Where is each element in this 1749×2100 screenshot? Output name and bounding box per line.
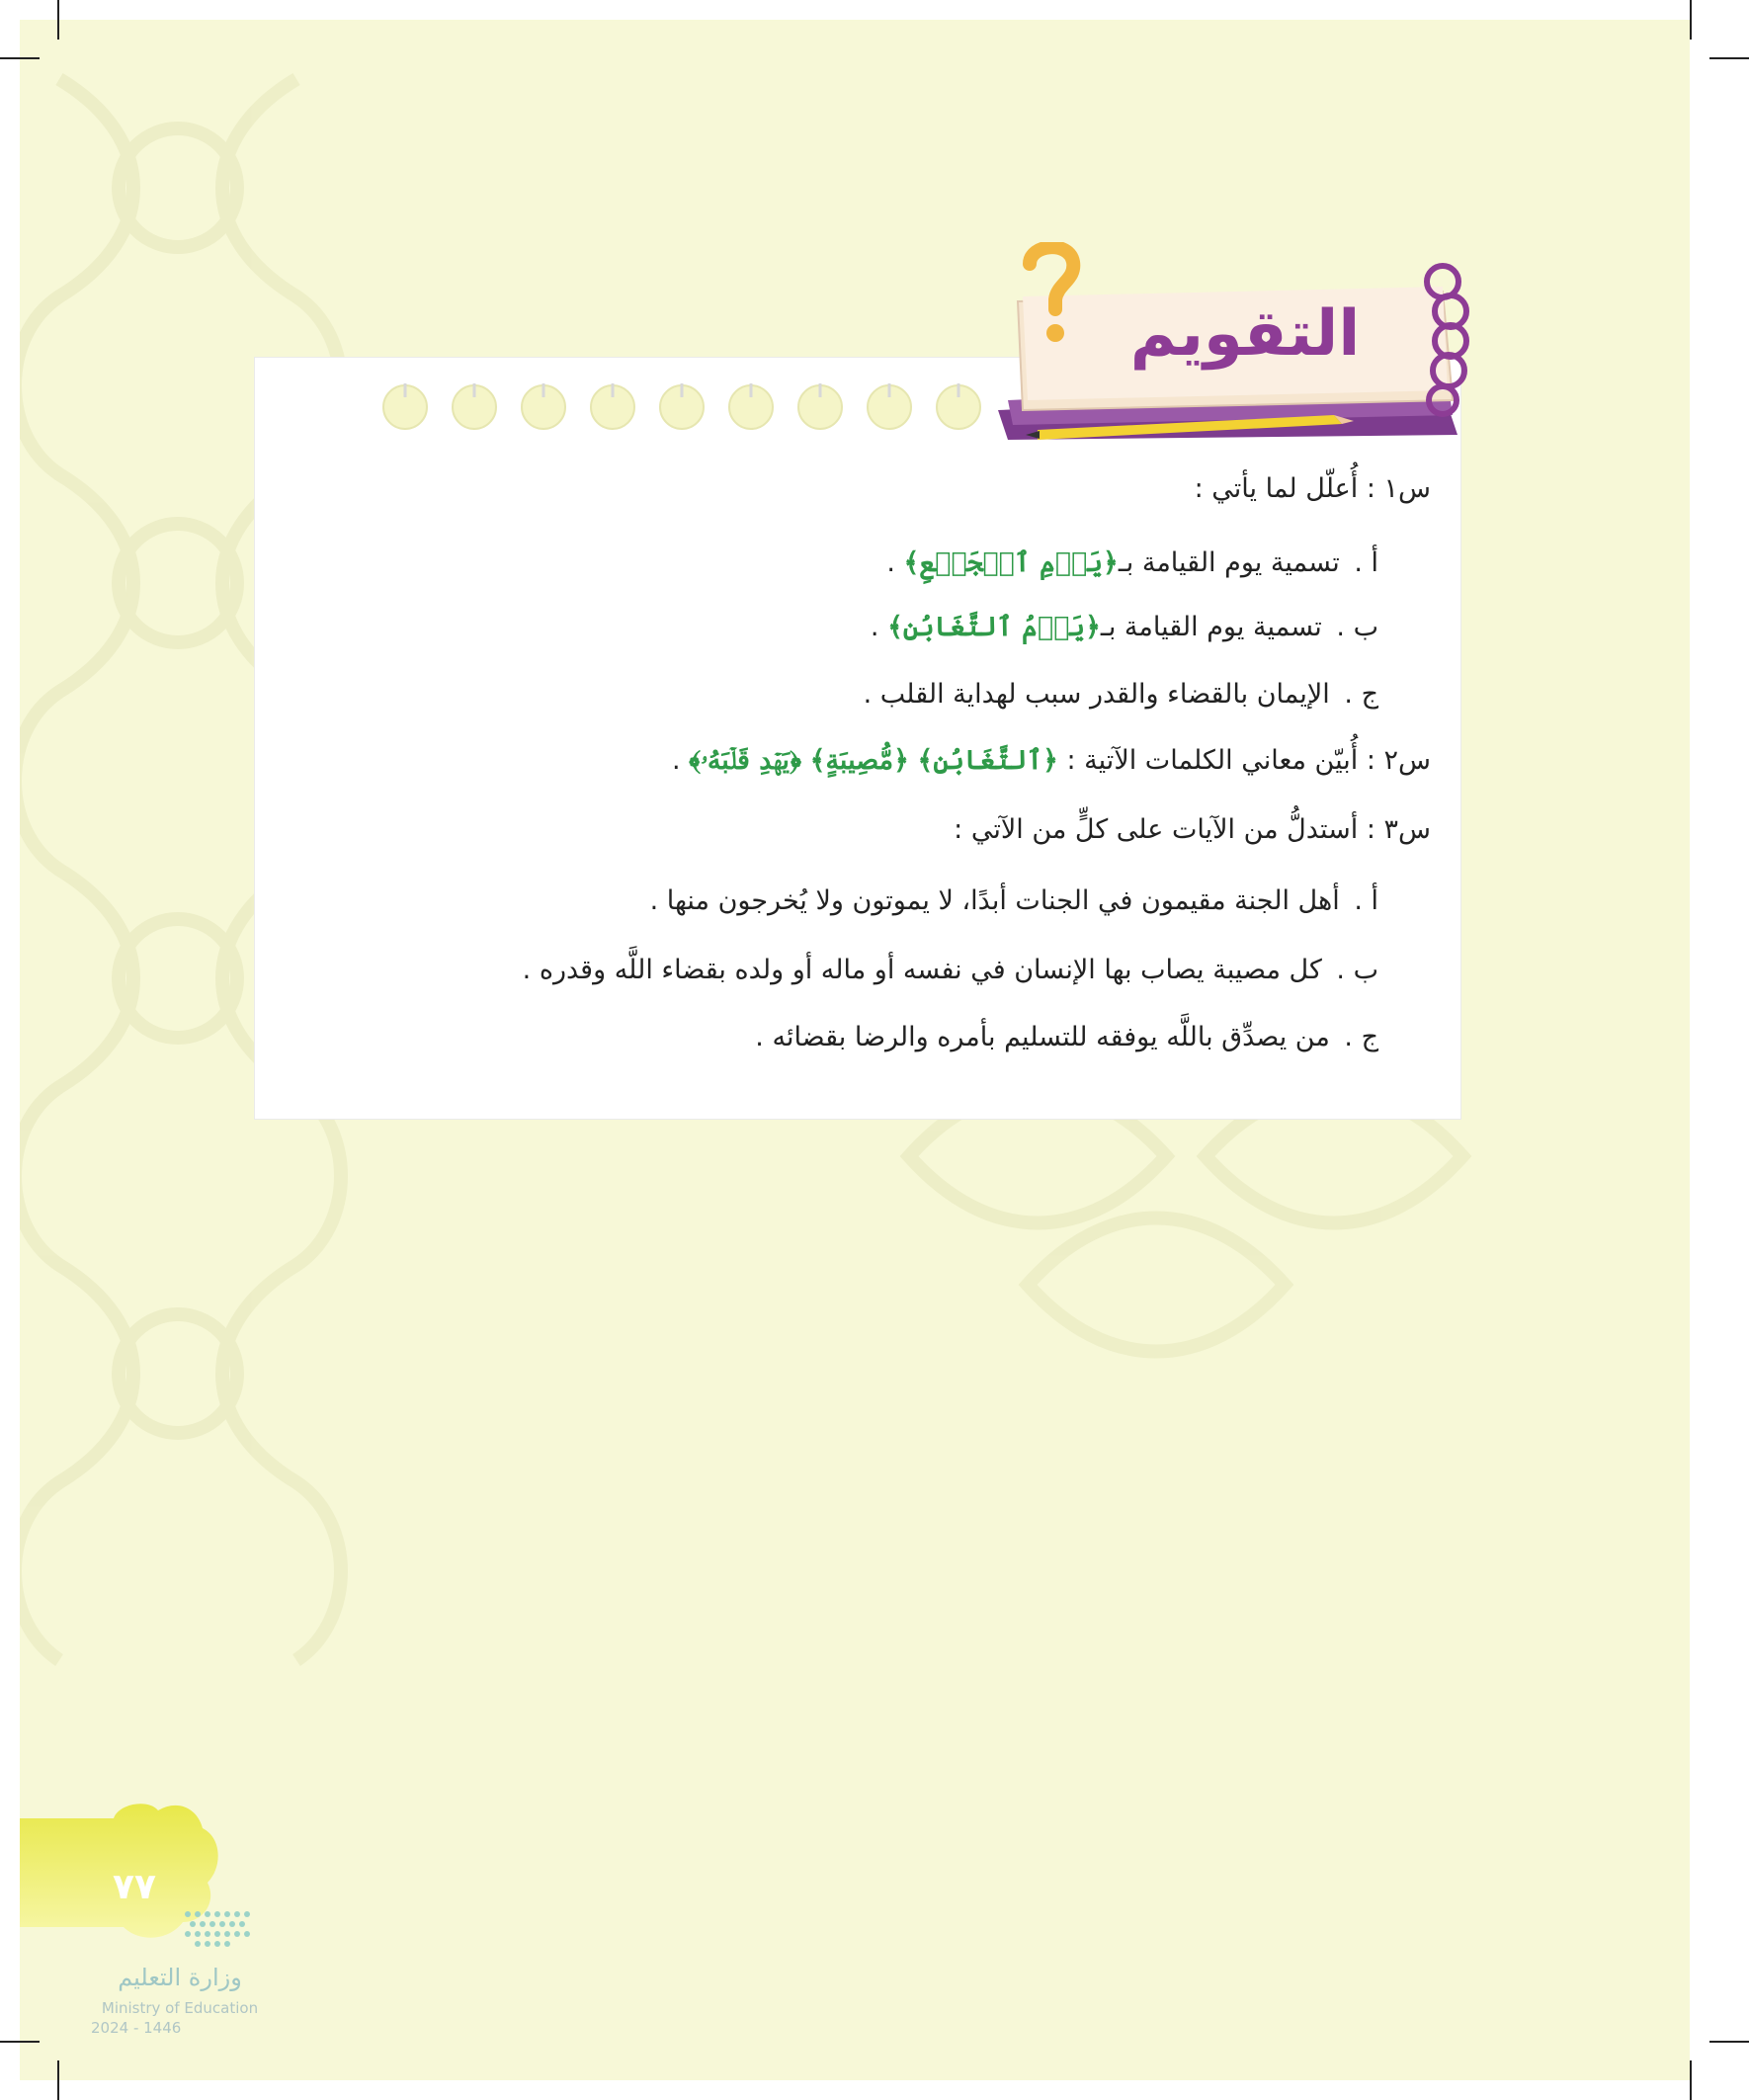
crop-mark [0, 2041, 40, 2043]
item-end: . [870, 612, 888, 642]
question-1-item-b [871, 603, 1378, 652]
page-number: ٧٧ [113, 1867, 156, 1907]
item-end: . [671, 745, 690, 776]
question-3-item-a [650, 877, 1378, 926]
question-1-label: س١ : أُعلّل لما يأتي : [1194, 473, 1431, 504]
item-marker: ج . [1344, 679, 1378, 710]
ministry-logo-english: Ministry of Education [101, 1999, 259, 2017]
question-3-label: س٣ : أستدلُّ من الآيات على كلٍّ من الآتي : [954, 814, 1431, 845]
question-1-item-a [886, 539, 1378, 588]
quran-word: ﴿يَهۡدِ قَلۡبَهُۥ﴾ [689, 745, 802, 776]
crop-mark [1690, 2060, 1692, 2100]
question-2-label: س٢ : أُبيّن معاني الكلمات الآتية : [1066, 745, 1431, 776]
item-marker: أ . [1354, 885, 1378, 916]
notebook-rings [380, 383, 993, 433]
crop-mark [57, 2060, 59, 2100]
crop-mark [0, 57, 40, 59]
quran-word: ﴿مُّصِيبَةٍ﴾ [809, 745, 909, 776]
item-text: أهل الجنة مقيمون في الجنات أبدًا، لا يموتون ولا يُخرجون منها . [649, 885, 1340, 916]
question-2 [672, 736, 1431, 786]
item-marker: ج . [1344, 1022, 1378, 1052]
item-text: كل مصيبة يصاب بها الإنسان في نفسه أو ماله أو ولده بقضاء اللَّه وقدره . [522, 955, 1322, 985]
item-text: تسمية يوم القيامة بـ [1118, 547, 1340, 578]
item-end: . [886, 547, 904, 578]
item-text: تسمية يوم القيامة بـ [1100, 612, 1322, 642]
quran-phrase: ﴿يَوۡمُ ٱلتَّغَابُنِ﴾ [887, 612, 1101, 642]
crop-mark [57, 0, 59, 40]
crop-mark [1690, 0, 1692, 40]
item-marker: ب . [1336, 612, 1378, 642]
quran-phrase: ﴿يَوۡمِ ٱلۡجَمۡعِ﴾ [903, 547, 1119, 578]
question-3-item-b [523, 946, 1378, 995]
edition-year: 2024 - 1446 [91, 2019, 182, 2037]
question-1-item-c [864, 670, 1378, 719]
item-marker: أ . [1354, 547, 1378, 578]
item-text: الإيمان بالقضاء والقدر سبب لهداية القلب . [863, 679, 1330, 710]
item-text: من يصدِّق باللَّه يوفقه للتسليم بأمره والرضا بقضائه . [755, 1022, 1330, 1052]
quran-word: ﴿ٱلتَّغَابُنِ﴾ [917, 745, 1058, 776]
ministry-logo-arabic: وزارة التعليم [118, 1964, 242, 1991]
crop-mark [1709, 57, 1749, 59]
item-marker: ب . [1336, 955, 1378, 985]
crop-mark [1709, 2041, 1749, 2043]
question-3-item-c [755, 1013, 1378, 1062]
section-title: التقويم [1129, 297, 1361, 371]
